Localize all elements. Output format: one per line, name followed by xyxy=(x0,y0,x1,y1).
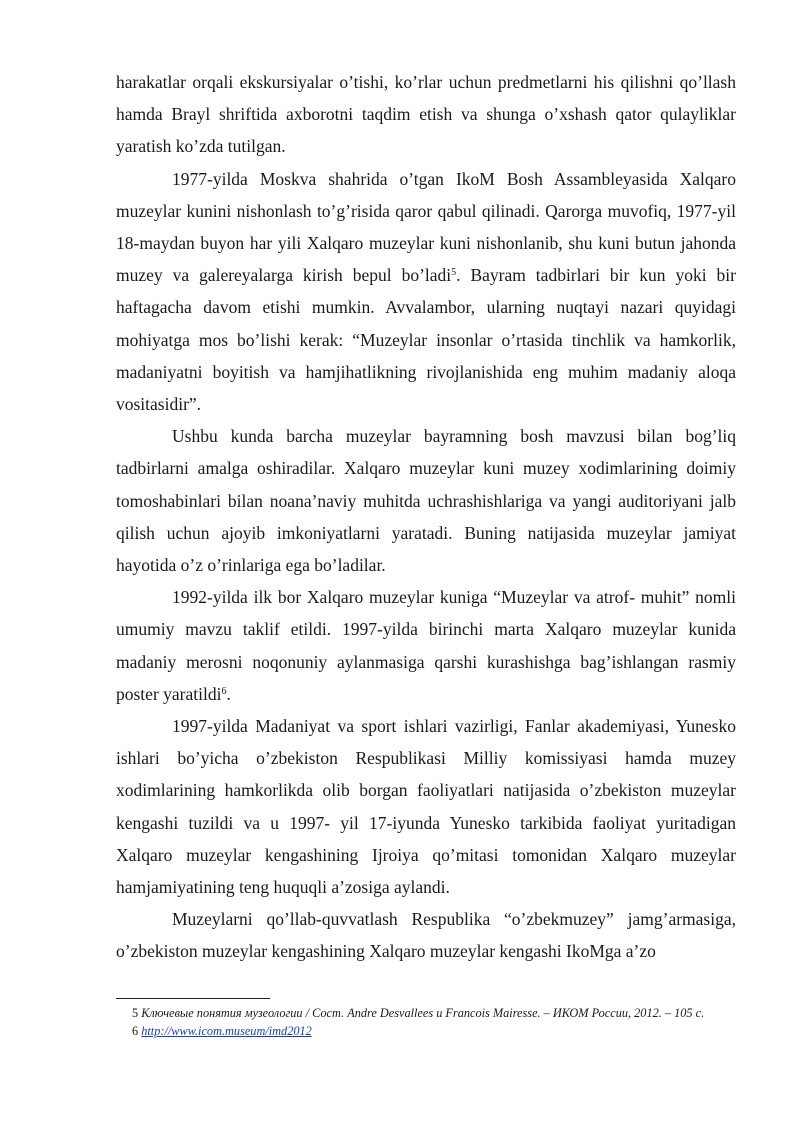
footnote-6-number: 6 xyxy=(132,1023,139,1038)
paragraph-3: Ushbu kunda barcha muzeylar bayramning bosh mavzusi bilan bog’liq tadbirlarni amalga oshiradilar. Xalqaro muzeylar kuni muzey xodimlarining doimiy tomoshabinlari bilan noana’naviy muhitda uchrashishlariga va yangi auditoriyani jalb qilish uchun ajoyib imkoniyatlarni yaratadi. Buning natijasida muzeylar jamiyat hayotida o’z o’rinlariga ega bo’ladilar. xyxy=(116,426,736,576)
footnote-5 xyxy=(116,1005,736,1023)
footnote-ref-6[interactable]: 6 xyxy=(221,685,227,697)
footnote-6-link[interactable]: http://www.icom.museum/imd2012 xyxy=(141,1023,312,1038)
paragraph-4-tail: . xyxy=(226,683,231,704)
footnote-separator xyxy=(116,998,270,999)
paragraph-4-text: 1992-yilda ilk bor Xalqaro muzeylar kuniga “Muzeylar va atrof- muhit” nomli umumiy mavzu taklif etildi. 1997-yilda birinchi marta Xalqaro muzeylar kunida madaniy merosni noqonuniy aylanmasiga qarshi kurashishga bag’ishlangan rasmiy poster yaratildi xyxy=(116,587,736,704)
footnote-ref-5[interactable]: 5 xyxy=(451,267,457,279)
paragraph-2-tail: . Bayram tadbirlari bir kun yoki bir haftagacha davom etishi mumkin. Avvalambor, ularning nuqtayi nazari quyidagi mohiyatga mos bo’lishi kerak: “Muzeylar insonlar o’rtasida tinchlik va hamkorlik, madaniyatni boyitish va hamjihatlikning rivojlanishida eng muhim madaniy aloqa vositasidir”. xyxy=(116,265,736,415)
paragraph-2-text: 1977-yilda Moskva shahrida o’tgan IkoM Bosh Assambleyasida Xalqaro muzeylar kunini nishonlash to’g’risida qaror qabul qilinadi. Qarorga muvofiq, 1977-yil 18-maydan buyon har yili Xalqaro muzeylar kuni nishonlanib, shu kuni butun jahonda muzey va galereyalarga kirish bepul bo’ladi xyxy=(116,168,736,286)
footnote-5-number: 5 xyxy=(132,1006,139,1020)
footnotes-section xyxy=(116,998,736,1040)
document-body xyxy=(116,66,736,968)
paragraph-5: 1997-yilda Madaniyat va sport ishlari vazirligi, Fanlar akademiyasi, Yunesko ishlari bo’yicha o’zbekiston Respublikasi Milliy komissiyasi hamda muzey xodimlarining hamkorlikda olib borgan faoliyatlari natijasida o’zbekiston muzeylar kengashi tuzildi va u 1997- yil 17-iyunda Yunesko tarkibida faoliyat yuritadigan Xalqaro muzeylar kengashining Ijroiya qo’mitasi tomonidan Xalqaro muzeylar hamjamiyatining teng huquqli a’zosiga aylandi. xyxy=(116,716,736,898)
footnote-5-text: Ключевые понятия музеологии / Сост. Andre Desvallees и Francois Mairesse. – ИКОМ России, 2012. – 105 с. xyxy=(141,1006,705,1020)
paragraph-4 xyxy=(116,581,736,710)
paragraph-1: harakatlar orqali ekskursiyalar o’tishi, ko’rlar uchun predmetlarni his qilishni qo’llash hamda Brayl shriftida axborotni taqdim etish va shunga o’xshash qator qulayliklar yaratish ko’zda tutilgan. xyxy=(116,72,736,157)
paragraph-2 xyxy=(116,163,736,421)
paragraph-6: Muzeylarni qo’llab-quvvatlash Respublika “o’zbekmuzey” jamg’armasiga, o’zbekiston muzeylar kengashining Xalqaro muzeylar kengashi IkoMga a’zo xyxy=(116,909,736,962)
footnote-6 xyxy=(116,1023,736,1041)
